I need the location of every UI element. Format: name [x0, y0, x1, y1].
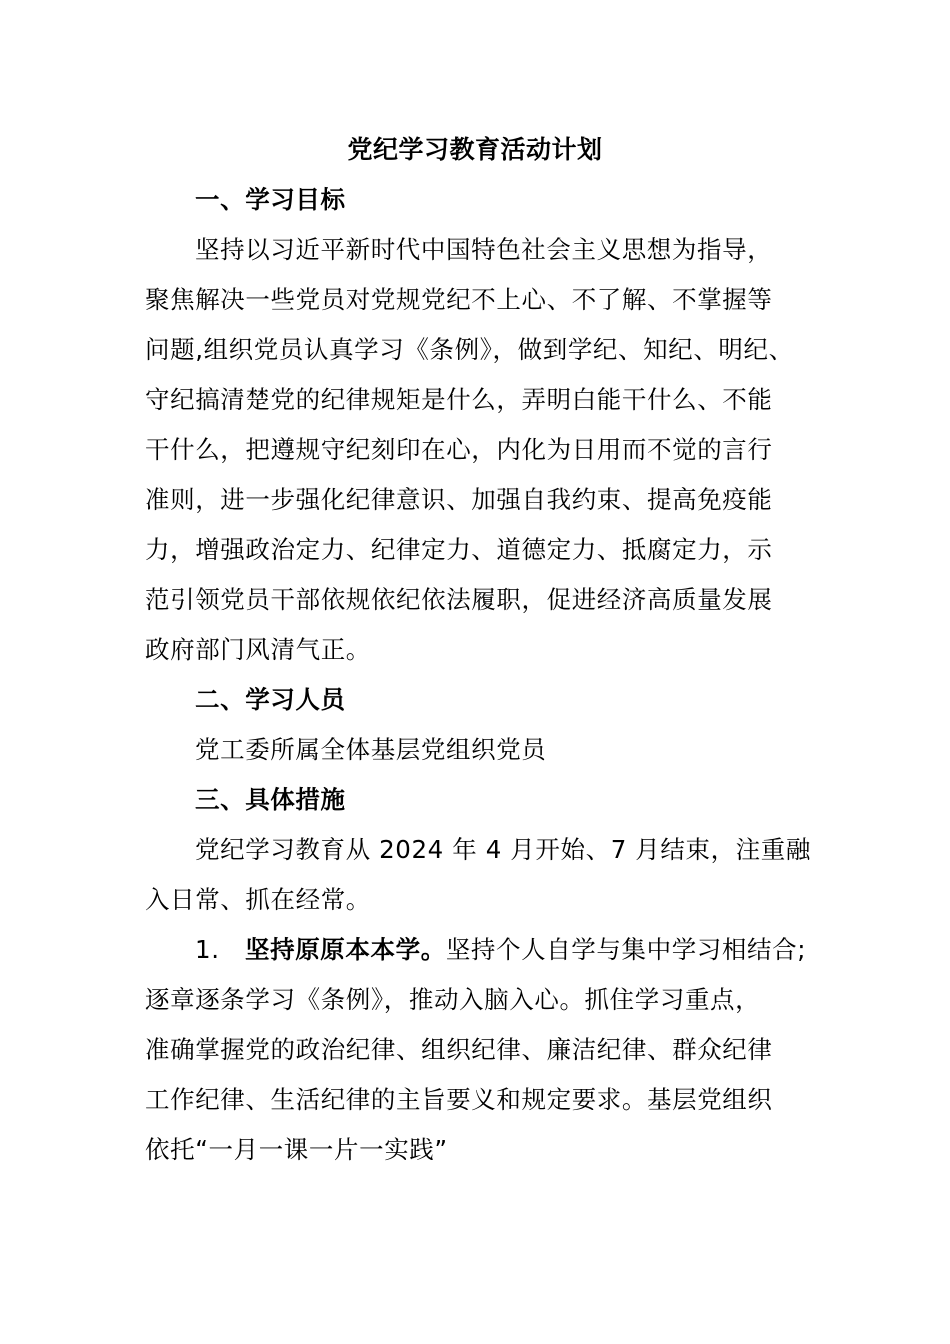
paragraph-line: 政府部门风清气正。 [145, 635, 371, 664]
paragraph-line: 党工委所属全体基层党组织党员 [195, 735, 547, 764]
paragraph-line: 党纪学习教育从 2024 年 4 月开始、7 月结束，注重融 [195, 835, 811, 864]
list-item-number: 1. [195, 935, 220, 964]
section-heading-learners: 二、学习人员 [195, 685, 346, 714]
list-item-text: 坚持个人自学与集中学习相结合; [445, 935, 807, 964]
section-heading-learning-goals: 一、学习目标 [195, 185, 346, 214]
paragraph-line: 守纪搞清楚党的纪律规矩是什么，弄明白能干什么、不能 [145, 385, 773, 414]
list-item-bold-lead: 坚持原原本本学。 [245, 935, 446, 964]
paragraph-line: 工作纪律、生活纪律的主旨要义和规定要求。基层党组织 [145, 1085, 773, 1114]
document-title: 党纪学习教育活动计划 [347, 135, 603, 164]
paragraph-line: 坚持以习近平新时代中国特色社会主义思想为指导， [195, 235, 773, 264]
paragraph-line: 问题,组织党员认真学习《条例》，做到学纪、知纪、明纪、 [145, 335, 794, 364]
paragraph-line: 力，增强政治定力、纪律定力、道德定力、抵腐定力，示 [145, 535, 773, 564]
paragraph-line: 逐章逐条学习《条例》，推动入脑入心。抓住学习重点， [145, 985, 761, 1014]
paragraph-line: 准确掌握党的政治纪律、组织纪律、廉洁纪律、群众纪律 [145, 1035, 773, 1064]
paragraph-line: 准则，进一步强化纪律意识、加强自我约束、提高免疫能 [145, 485, 773, 514]
paragraph-line: 入日常、抓在经常。 [145, 885, 371, 914]
section-heading-measures: 三、具体措施 [195, 785, 346, 814]
paragraph-line: 干什么，把遵规守纪刻印在心，内化为日用而不觉的言行 [145, 435, 773, 464]
paragraph-line: 聚焦解决一些党员对党规党纪不上心、不了解、不掌握等 [145, 285, 773, 314]
list-item-1-first-line [195, 930, 806, 970]
paragraph-line: 依托“一月一课一片一实践” [145, 1135, 448, 1164]
paragraph-line: 范引领党员干部依规依纪依法履职，促进经济高质量发展 [145, 585, 773, 614]
